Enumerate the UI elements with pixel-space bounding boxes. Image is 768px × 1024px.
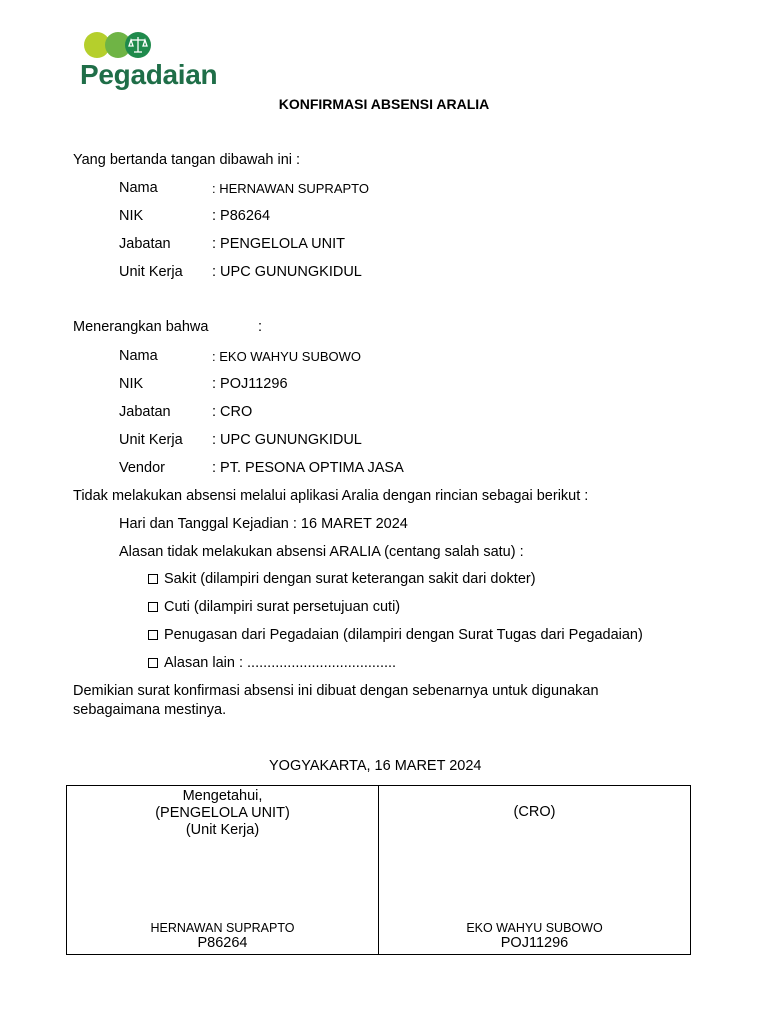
left-signer-name: HERNAWAN SUPRAPTO bbox=[150, 921, 295, 935]
subject-position-label: Jabatan bbox=[119, 404, 171, 420]
subject-position-value: : CRO bbox=[212, 404, 253, 420]
signature-cell-left bbox=[67, 786, 379, 955]
signer-position-label: Jabatan bbox=[119, 236, 171, 252]
option-assignment-label: Penugasan dari Pegadaian (dilampiri dengan Surat Tugas dari Pegadaian) bbox=[164, 627, 643, 643]
subject-unit-value: : UPC GUNUNGKIDUL bbox=[212, 432, 362, 448]
signer-unit-label: Unit Kerja bbox=[119, 264, 183, 280]
signer-position-value: : PENGELOLA UNIT bbox=[212, 236, 345, 252]
explains-colon: : bbox=[258, 319, 263, 335]
subject-nik-label: NIK bbox=[119, 376, 144, 392]
reason-prompt: Alasan tidak melakukan absensi ARALIA (centang salah satu) : bbox=[119, 544, 524, 560]
incident-date: Hari dan Tanggal Kejadian : 16 MARET 2024 bbox=[119, 516, 408, 532]
pegadaian-logo-icon bbox=[82, 31, 154, 61]
subject-vendor-label: Vendor bbox=[119, 460, 165, 476]
closing-line-2: sebagaimana mestinya. bbox=[73, 702, 227, 718]
option-sick-label: Sakit (dilampiri dengan surat keterangan sakit dari dokter) bbox=[164, 571, 536, 587]
intro-text: Yang bertanda tangan dibawah ini : bbox=[73, 152, 301, 168]
signer-nik-label: NIK bbox=[119, 208, 144, 224]
checkbox-icon[interactable] bbox=[148, 630, 158, 640]
acknowledged-label: Mengetahui, bbox=[182, 788, 263, 804]
option-other-label: Alasan lain : ..................................... bbox=[164, 655, 397, 671]
closing-line-1: Demikian surat konfirmasi absensi ini dibuat dengan sebenarnya untuk digunakan bbox=[73, 683, 599, 699]
place-date: YOGYAKARTA, 16 MARET 2024 bbox=[269, 758, 482, 774]
right-signer-id: POJ11296 bbox=[500, 935, 569, 951]
option-other[interactable] bbox=[148, 655, 396, 671]
subject-name-label: Nama bbox=[119, 348, 158, 364]
subject-name-value: : EKO WAHYU SUBOWO bbox=[212, 349, 362, 364]
company-logo-text: Pegadaian bbox=[80, 59, 218, 90]
checkbox-icon[interactable] bbox=[148, 658, 158, 668]
signature-cell-right bbox=[379, 786, 691, 955]
checkbox-icon[interactable] bbox=[148, 574, 158, 584]
signature-table bbox=[66, 785, 691, 955]
signer-name-label: Nama bbox=[119, 180, 158, 196]
left-role-label: (PENGELOLA UNIT) bbox=[155, 805, 290, 821]
signer-nik-value: : P86264 bbox=[212, 208, 271, 224]
right-signer-name: EKO WAHYU SUBOWO bbox=[466, 921, 603, 935]
left-signer-id: P86264 bbox=[197, 935, 248, 951]
right-role-label: (CRO) bbox=[513, 804, 556, 820]
option-leave[interactable] bbox=[148, 599, 400, 615]
left-unit-label: (Unit Kerja) bbox=[185, 822, 260, 838]
checkbox-icon[interactable] bbox=[148, 602, 158, 612]
document-title: KONFIRMASI ABSENSI ARALIA bbox=[278, 96, 490, 112]
signer-unit-value: : UPC GUNUNGKIDUL bbox=[212, 264, 362, 280]
option-leave-label: Cuti (dilampiri surat persetujuan cuti) bbox=[164, 599, 401, 615]
signer-name-value: : HERNAWAN SUPRAPTO bbox=[212, 181, 369, 196]
option-assignment[interactable] bbox=[148, 627, 643, 643]
explains-label: Menerangkan bahwa bbox=[73, 319, 209, 335]
subject-unit-label: Unit Kerja bbox=[119, 432, 183, 448]
statement-text: Tidak melakukan absensi melalui aplikasi Aralia dengan rincian sebagai berikut : bbox=[73, 488, 589, 504]
option-sick[interactable] bbox=[148, 571, 536, 587]
subject-nik-value: : POJ11296 bbox=[212, 376, 288, 392]
subject-vendor-value: : PT. PESONA OPTIMA JASA bbox=[212, 460, 404, 476]
